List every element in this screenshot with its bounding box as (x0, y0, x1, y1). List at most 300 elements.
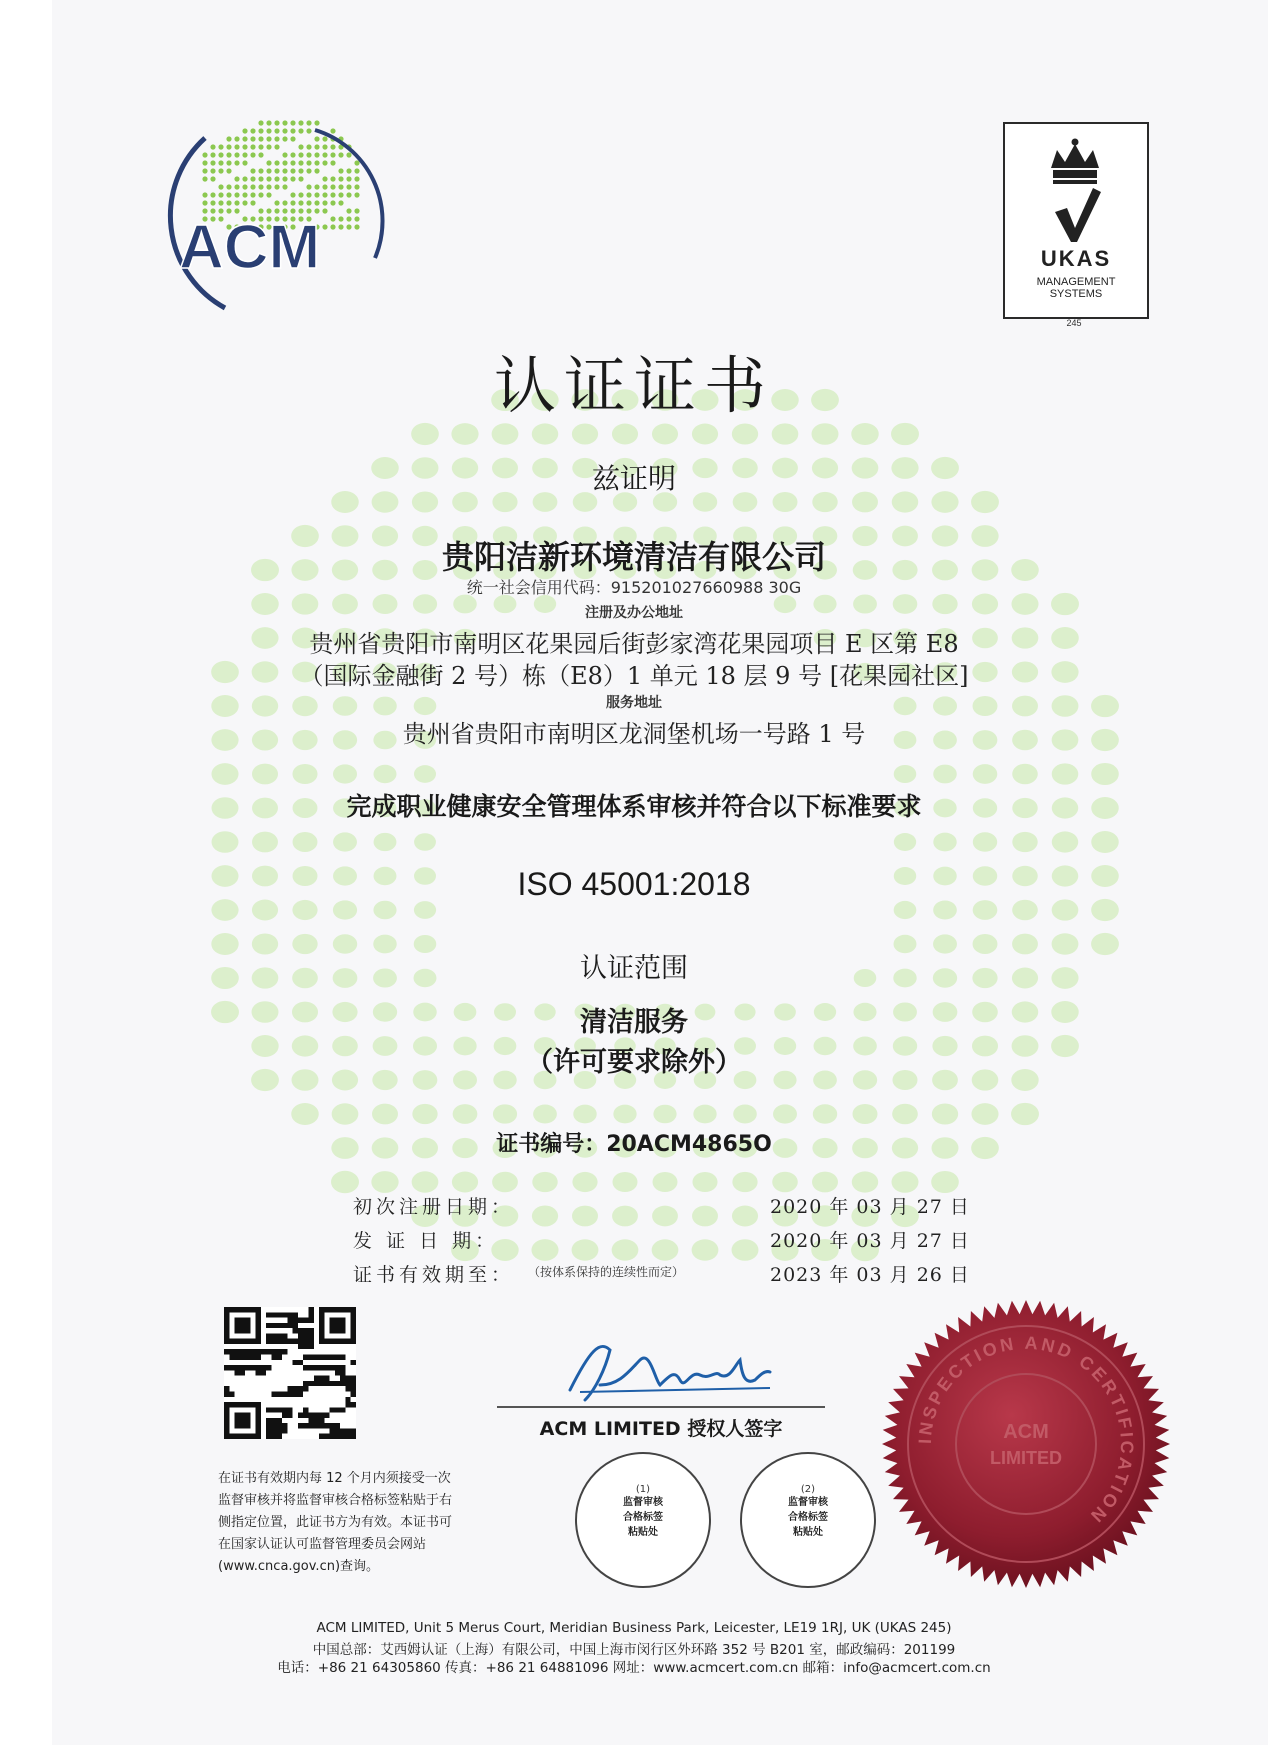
qr-module (298, 1386, 303, 1391)
qr-module (351, 1381, 356, 1386)
valid-until-note: （按体系保持的连续性而定） (528, 1265, 685, 1279)
watermark-dot (933, 765, 957, 784)
qr-module (319, 1418, 324, 1423)
watermark-dot (653, 1172, 678, 1192)
watermark-dot (372, 1104, 398, 1125)
valid-until-value: 2023 年 03 月 26 日 (770, 1264, 970, 1286)
logo-dot (298, 144, 303, 149)
watermark-dot (692, 1206, 718, 1227)
watermark-dot (692, 424, 718, 445)
watermark-dot (1011, 1103, 1039, 1125)
logo-dot (242, 160, 247, 165)
qr-module (340, 1365, 345, 1370)
qr-module (319, 1355, 324, 1360)
qr-module (245, 1365, 250, 1370)
standard: ISO 45001:2018 (517, 866, 751, 902)
logo-dot (346, 208, 351, 213)
qr-module (282, 1323, 287, 1328)
qr-module (308, 1339, 313, 1344)
logo-dot (210, 192, 215, 197)
qr-module (261, 1365, 266, 1370)
qr-module (229, 1349, 234, 1354)
qr-module (335, 1381, 340, 1386)
notice-line: 在国家认证认可监督管理委员会网站 (218, 1537, 427, 1552)
logo-dot (218, 200, 223, 205)
logo-dot (226, 152, 231, 157)
logo-dot (314, 192, 319, 197)
qr-module (293, 1391, 298, 1396)
watermark-dot (412, 1104, 437, 1124)
qr-module (324, 1376, 329, 1381)
qr-module (345, 1386, 350, 1391)
logo-dot (258, 128, 263, 133)
scope-line1: 清洁服务 (580, 1007, 688, 1038)
watermark-dot (333, 900, 357, 919)
red-seal (880, 1298, 1172, 1590)
logo-dot (282, 160, 287, 165)
qr-module (261, 1370, 266, 1375)
qr-module (266, 1339, 271, 1344)
qr-module (308, 1328, 313, 1333)
qr-module (335, 1370, 340, 1375)
qr-module (272, 1349, 277, 1354)
qr-module (298, 1344, 303, 1349)
logo-dot (218, 152, 223, 157)
qr-module (345, 1376, 350, 1381)
logo-dot (298, 128, 303, 133)
watermark-dot (851, 423, 878, 445)
logo-dot (266, 136, 271, 141)
logo-dot (242, 128, 247, 133)
qr-module (319, 1376, 324, 1381)
logo-dot (282, 120, 287, 125)
watermark-dot (973, 832, 997, 852)
qr-module (240, 1355, 245, 1360)
watermark-dot (374, 833, 397, 851)
logo-dot (210, 168, 215, 173)
qr-module (272, 1434, 277, 1439)
seal-ring-text: INSPECTION AND CERTIFICATION (914, 1332, 1138, 1528)
qr-module (245, 1349, 250, 1354)
watermark-dot (1091, 763, 1119, 785)
qr-module (319, 1365, 324, 1370)
qr-module (277, 1323, 282, 1328)
qr-module (293, 1312, 298, 1317)
qr-module (250, 1349, 255, 1354)
slot-text: 粘贴处 (793, 1527, 823, 1538)
logo-dot (266, 120, 271, 125)
logo-dot (282, 176, 287, 181)
logo-dot (314, 184, 319, 189)
logo-dot (258, 152, 263, 157)
logo-dot (274, 160, 279, 165)
logo-dot (274, 168, 279, 173)
qr-module (335, 1365, 340, 1370)
qr-module (224, 1349, 229, 1354)
logo-dot (338, 224, 343, 229)
watermark-dot (1091, 831, 1118, 853)
watermark-dot (732, 1239, 759, 1261)
logo-dot (250, 200, 255, 205)
qr-module (235, 1355, 240, 1360)
qr-module (298, 1391, 303, 1396)
qr-module (335, 1434, 340, 1439)
logo-dot (330, 152, 335, 157)
slot-text: 合格标签 (788, 1512, 828, 1523)
logo-dot (346, 224, 351, 229)
watermark-dot (931, 1171, 959, 1193)
watermark-dot (411, 423, 439, 445)
watermark-dot (653, 1105, 676, 1124)
logo-dot (338, 192, 343, 197)
watermark-dot (453, 1104, 478, 1124)
ukas-mark (1003, 122, 1149, 319)
logo-dot (298, 160, 303, 165)
watermark-dot (492, 1172, 518, 1193)
watermark-dot (532, 1172, 557, 1192)
qr-module (308, 1381, 313, 1386)
qr-module (324, 1365, 329, 1370)
watermark-dot (652, 1206, 678, 1227)
qr-module (351, 1376, 356, 1381)
logo-dot (242, 192, 247, 197)
logo-dot (282, 168, 287, 173)
logo-dot (346, 184, 351, 189)
qr-module (272, 1323, 277, 1328)
qr-module (266, 1312, 271, 1317)
logo-dot (274, 144, 279, 149)
logo-dot (354, 184, 359, 189)
notice-line: 在证书有效期内每 12 个月内须接受一次 (218, 1471, 451, 1486)
watermark-dot (773, 1104, 797, 1123)
qr-module (351, 1360, 356, 1365)
logo-dot (218, 168, 223, 173)
qr-module (277, 1407, 282, 1412)
seal-center-acm: ACM (1003, 1421, 1049, 1443)
qr-module (319, 1381, 324, 1386)
logo-dot (266, 192, 271, 197)
watermark-dot (811, 423, 838, 445)
watermark-dot (932, 1103, 958, 1124)
logo-dot (306, 160, 311, 165)
logo-dot (242, 176, 247, 181)
logo-dot (258, 176, 263, 181)
logo-dot (202, 160, 207, 165)
logo-dot (346, 216, 351, 221)
acm-logo-text: ACM (179, 213, 321, 282)
watermark-dot (732, 1172, 757, 1192)
qr-module (240, 1349, 245, 1354)
watermark-dot (852, 1104, 877, 1124)
logo-dot (330, 200, 335, 205)
logo-dot (202, 152, 207, 157)
qr-module (314, 1376, 319, 1381)
qr-module (277, 1312, 282, 1317)
qr-module (277, 1349, 282, 1354)
qr-module (298, 1360, 303, 1365)
logo-dot (234, 200, 239, 205)
logo-dot (290, 176, 295, 181)
logo-dot (210, 144, 215, 149)
logo-dot (282, 184, 287, 189)
qr-module (330, 1365, 335, 1370)
surveillance-label-slot-1 (575, 1452, 711, 1588)
watermark-dot (772, 1172, 798, 1192)
logo-dot (306, 144, 311, 149)
qr-module (277, 1423, 282, 1428)
logo-dot (250, 192, 255, 197)
qr-module (282, 1423, 287, 1428)
qr-module (351, 1402, 356, 1407)
watermark-dot (414, 833, 436, 851)
logo-dot (218, 184, 223, 189)
qr-module (303, 1381, 308, 1386)
qr-module (345, 1434, 350, 1439)
qr-module (256, 1365, 261, 1370)
logo-dot (242, 144, 247, 149)
logo-dot (306, 120, 311, 125)
logo-dot (218, 192, 223, 197)
watermark-dot (414, 765, 436, 783)
watermark-dot (293, 832, 318, 852)
watermark-dot (532, 1206, 558, 1227)
watermark-dot (971, 1103, 998, 1125)
surveillance-label-slot-2 (740, 1452, 876, 1588)
logo-dot (250, 136, 255, 141)
initial-date-value: 2020 年 03 月 27 日 (770, 1196, 970, 1218)
qr-module (229, 1355, 234, 1360)
qr-module (330, 1407, 335, 1412)
logo-dot (218, 160, 223, 165)
qr-module (303, 1413, 308, 1418)
qr-module (240, 1365, 245, 1370)
logo-dot (330, 216, 335, 221)
qr-module (330, 1355, 335, 1360)
seal-center-limited: LIMITED (990, 1448, 1062, 1468)
watermark-dot (572, 1239, 599, 1260)
logo-dot (306, 128, 311, 133)
qr-module (266, 1349, 271, 1354)
logo-dot (330, 144, 335, 149)
registered-address-line1: 贵州省贵阳市南明区花果园后街彭家湾花果园项目 E 区第 E8 (309, 630, 959, 658)
logo-dot (314, 136, 319, 141)
watermark-dot (693, 1105, 716, 1124)
logo-dot (290, 160, 295, 165)
qr-module (330, 1318, 346, 1334)
qr-module (256, 1370, 261, 1375)
logo-dot (266, 128, 271, 133)
logo-dot (290, 168, 295, 173)
qr-module (303, 1339, 308, 1344)
qr-module (235, 1318, 251, 1334)
qr-module (235, 1413, 251, 1429)
qr-module (272, 1423, 277, 1428)
watermark-dot (452, 1172, 478, 1193)
logo-dot (274, 176, 279, 181)
qr-module (324, 1381, 329, 1386)
watermark-dot (973, 764, 998, 784)
service-address-label: 服务地址 (606, 695, 662, 711)
logo-dot (346, 192, 351, 197)
ukas-management: MANAGEMENT (1036, 276, 1116, 288)
qr-module (345, 1428, 350, 1433)
watermark-dot (212, 831, 239, 853)
slot-text: 监督审核 (623, 1497, 663, 1508)
logo-dot (226, 168, 231, 173)
qr-module (340, 1355, 345, 1360)
qr-module (293, 1339, 298, 1344)
watermark-dot (371, 1171, 398, 1193)
watermark-dot (733, 1105, 757, 1124)
watermark-dot (492, 423, 519, 444)
logo-dot (242, 152, 247, 157)
qr-module (266, 1333, 271, 1338)
logo-dot (314, 144, 319, 149)
watermark-dot (612, 1206, 638, 1227)
logo-dot (338, 152, 343, 157)
qr-module (351, 1434, 356, 1439)
logo-dot (250, 184, 255, 189)
logo-dot (306, 168, 311, 173)
slot-number: (1) (635, 1484, 651, 1495)
logo-dot (322, 184, 327, 189)
qr-module (266, 1323, 271, 1328)
logo-dot (250, 144, 255, 149)
qr-module (314, 1381, 319, 1386)
qr-module (303, 1386, 308, 1391)
qr-module (330, 1434, 335, 1439)
qr-module (330, 1423, 335, 1428)
qr-module (330, 1428, 335, 1433)
watermark-dot (373, 901, 396, 920)
qr-module (345, 1402, 350, 1407)
ukas-systems: SYSTEMS (1049, 288, 1103, 300)
logo-dot (226, 192, 231, 197)
initial-date-label: 初次注册日期： (353, 1196, 515, 1218)
logo-dot (258, 144, 263, 149)
qr-module (287, 1391, 292, 1396)
qr-module (319, 1434, 324, 1439)
qr-module (287, 1318, 292, 1323)
qr-module (345, 1397, 350, 1402)
logo-dot (258, 168, 263, 173)
watermark-dot (852, 1171, 878, 1192)
qr-module (293, 1318, 298, 1323)
qr-module (314, 1418, 319, 1423)
qr-module (303, 1344, 308, 1349)
logo-dot (330, 128, 335, 133)
logo-dot (226, 184, 231, 189)
qr-module (308, 1413, 313, 1418)
qr-module (293, 1328, 298, 1333)
qr-module (272, 1355, 277, 1360)
ukas-name: UKAS (1040, 246, 1112, 271)
footer-line2: 中国总部：艾西姆认证（上海）有限公司，中国上海市闵行区外环路 352 号 B201 室，邮政编码：201199 (312, 1642, 956, 1658)
watermark-dot (291, 1103, 319, 1125)
qr-module (235, 1370, 240, 1375)
logo-dot (218, 144, 223, 149)
logo-dot (330, 160, 335, 165)
qr-module (282, 1407, 287, 1412)
company-name: 贵阳洁新环境清洁有限公司 (441, 538, 826, 576)
logo-dot (282, 136, 287, 141)
watermark-dot (692, 1239, 719, 1260)
qr-module (319, 1423, 324, 1428)
logo-dot (242, 184, 247, 189)
logo-dot (314, 152, 319, 157)
qr-module (272, 1333, 277, 1338)
watermark-dot (373, 765, 396, 783)
watermark-dot (894, 833, 916, 851)
qr-module (308, 1344, 313, 1349)
qr-module (298, 1339, 303, 1344)
qr-module (287, 1323, 292, 1328)
qr-module (314, 1355, 319, 1360)
qr-module (308, 1418, 313, 1423)
certificate-title: 认证证书 (493, 349, 774, 422)
notice-line: 监督审核并将监督审核合格标签粘贴于右 (218, 1493, 453, 1508)
watermark-dot (572, 423, 598, 444)
watermark-dot (532, 423, 558, 444)
qr-module (224, 1365, 229, 1370)
watermark-dot (414, 901, 436, 919)
watermark-dot (612, 1239, 639, 1260)
logo-dot (242, 200, 247, 205)
watermark-dot (812, 1172, 838, 1193)
qr-module (272, 1418, 277, 1423)
logo-dot (258, 136, 263, 141)
qr-module (324, 1355, 329, 1360)
logo-dot (306, 200, 311, 205)
qr-module (303, 1318, 308, 1323)
qr-module (298, 1318, 303, 1323)
logo-dot (322, 192, 327, 197)
footer-line3: 电话：+86 21 64305860 传真：+86 21 64881096 网址：www.acmcert.com.cn 邮箱：info@acmcert.com.cn (277, 1660, 991, 1676)
qr-module (224, 1386, 229, 1391)
watermark-dot (1012, 832, 1037, 852)
qr-module (277, 1333, 282, 1338)
registered-address-line2: （国际金融街 2 号）栋（E8）1 单元 18 层 9 号 [花果园社区] (299, 662, 969, 690)
watermark-dot (894, 901, 917, 919)
tick-icon (1053, 186, 1103, 244)
logo-dot (290, 152, 295, 157)
qr-module (308, 1312, 313, 1317)
qr-module (229, 1391, 234, 1396)
logo-dot (202, 168, 207, 173)
watermark-dot (211, 763, 238, 785)
certify-text: 兹证明 (591, 462, 676, 495)
qr-module (303, 1355, 308, 1360)
logo-dot (274, 136, 279, 141)
logo-dot (226, 136, 231, 141)
qr-module (277, 1355, 282, 1360)
qr-module (340, 1370, 345, 1375)
acm-logo (165, 108, 385, 323)
logo-dot (282, 152, 287, 157)
qr-module (266, 1407, 271, 1412)
logo-dot (306, 192, 311, 197)
logo-dot (234, 192, 239, 197)
valid-until-label: 证书有效期至： (353, 1264, 515, 1286)
logo-dot (338, 176, 343, 181)
watermark-dot (613, 1105, 636, 1124)
ukas-number: 245 (1066, 318, 1082, 328)
qr-module (340, 1381, 345, 1386)
qr-module (319, 1413, 324, 1418)
qr-module (266, 1423, 271, 1428)
watermark-dot (572, 1172, 597, 1192)
qr-module (256, 1355, 261, 1360)
